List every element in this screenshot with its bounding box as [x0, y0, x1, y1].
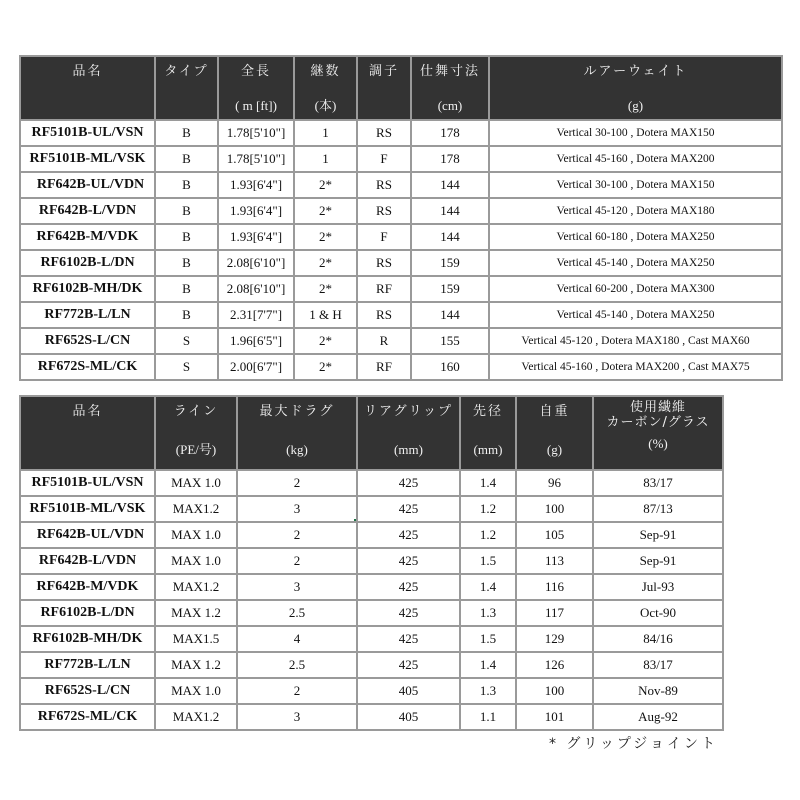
cell-lure[interactable]: Vertical 45-120 , Dotera MAX180 , Cast MAX60	[489, 328, 782, 354]
cell-tip[interactable]: 1.5	[460, 548, 516, 574]
cell-tip[interactable]: 1.1	[460, 704, 516, 730]
cell-model[interactable]: RF5101B-ML/VSK	[20, 146, 155, 172]
cell-tip[interactable]: 1.2	[460, 522, 516, 548]
cell-action[interactable]: RS	[357, 198, 411, 224]
cell-model[interactable]: RF6102B-L/DN	[20, 250, 155, 276]
header-label: 品名	[72, 404, 103, 419]
cell-weight[interactable]: 105	[516, 522, 593, 548]
cell-closed[interactable]: 144	[411, 224, 489, 250]
table2-header-row	[20, 396, 723, 470]
cell-grip[interactable]: 425	[357, 548, 460, 574]
header-unit: (PE/号)	[175, 442, 217, 457]
header-unit: (g)	[546, 442, 563, 457]
cell-fiber[interactable]: Jul-93	[593, 574, 723, 600]
cell-weight[interactable]: 117	[516, 600, 593, 626]
cell-grip[interactable]: 425	[357, 496, 460, 522]
cell-tip[interactable]: 1.4	[460, 652, 516, 678]
cell-length[interactable]: 2.08[6'10"]	[218, 250, 294, 276]
table-row	[20, 120, 782, 146]
cell-line[interactable]: MAX1.2	[155, 704, 237, 730]
cell-weight[interactable]: 100	[516, 496, 593, 522]
header-unit	[358, 90, 410, 98]
table-row	[20, 198, 782, 224]
header-pieces	[294, 56, 357, 120]
header-tip-diameter	[460, 396, 516, 470]
cell-action[interactable]: RS	[357, 302, 411, 328]
cell-length[interactable]: 2.08[6'10"]	[218, 276, 294, 302]
cell-model[interactable]: RF772B-L/LN	[20, 302, 155, 328]
table-row	[20, 678, 723, 704]
table-row	[20, 250, 782, 276]
cell-drag[interactable]: 4	[237, 626, 357, 652]
cell-lure[interactable]: Vertical 60-180 , Dotera MAX250	[489, 224, 782, 250]
cell-drag[interactable]: 2	[237, 470, 357, 496]
cell-grip[interactable]: 425	[357, 626, 460, 652]
cell-drag[interactable]: 3	[237, 574, 357, 600]
table-row	[20, 224, 782, 250]
table-row	[20, 704, 723, 730]
cell-pieces[interactable]: 2*	[294, 250, 357, 276]
cell-length[interactable]: 1.93[6'4"]	[218, 198, 294, 224]
header-type	[155, 56, 218, 120]
cell-model[interactable]: RF642B-UL/VDN	[20, 522, 155, 548]
header-length	[218, 56, 294, 120]
cell-closed[interactable]: 159	[411, 276, 489, 302]
cell-lure[interactable]: Vertical 45-160 , Dotera MAX200	[489, 146, 782, 172]
header-label: 自重	[539, 404, 570, 419]
cell-pieces[interactable]: 1 & H	[294, 302, 357, 328]
cell-length[interactable]: 2.00[6'7"]	[218, 354, 294, 380]
cell-pieces[interactable]: 1	[294, 120, 357, 146]
cell-action[interactable]: RS	[357, 172, 411, 198]
cell-line[interactable]: MAX 1.0	[155, 678, 237, 704]
cell-length[interactable]: 1.78[5'10"]	[218, 146, 294, 172]
header-line	[155, 396, 237, 470]
cell-action[interactable]: RS	[357, 120, 411, 146]
header-action	[357, 56, 411, 120]
header-label: 品名	[72, 64, 103, 79]
header-unit: (mm)	[394, 442, 423, 457]
header-rear-grip	[357, 396, 460, 470]
cell-action[interactable]: RF	[357, 354, 411, 380]
cell-grip[interactable]: 405	[357, 704, 460, 730]
header-lure-weight	[489, 56, 782, 120]
header-unit: ( m [ft])	[235, 98, 277, 113]
cell-weight[interactable]: 129	[516, 626, 593, 652]
cell-length[interactable]: 1.93[6'4"]	[218, 224, 294, 250]
cell-lure[interactable]: Vertical 30-100 , Dotera MAX150	[489, 172, 782, 198]
cell-model[interactable]: RF652S-L/CN	[20, 328, 155, 354]
cell-line[interactable]: MAX 1.0	[155, 548, 237, 574]
header-unit: (g)	[627, 98, 644, 113]
cell-type[interactable]: B	[155, 120, 218, 146]
table-row	[20, 548, 723, 574]
cell-model[interactable]: RF642B-L/VDN	[20, 198, 155, 224]
cell-model[interactable]: RF5101B-UL/VSN	[20, 470, 155, 496]
header-label-line2: カーボン/グラス	[606, 415, 710, 430]
cell-fiber[interactable]: 83/17	[593, 470, 723, 496]
cell-grip[interactable]: 425	[357, 574, 460, 600]
cell-lure[interactable]: Vertical 60-200 , Dotera MAX300	[489, 276, 782, 302]
cell-fiber[interactable]: 87/13	[593, 496, 723, 522]
table-row	[20, 276, 782, 302]
cell-tip[interactable]: 1.4	[460, 470, 516, 496]
header-label: 先径	[472, 404, 503, 419]
cell-fiber[interactable]: Aug-92	[593, 704, 723, 730]
header-unit	[21, 430, 154, 442]
cell-model[interactable]: RF6102B-L/DN	[20, 600, 155, 626]
cell-pieces[interactable]: 2*	[294, 198, 357, 224]
cell-fiber[interactable]: Oct-90	[593, 600, 723, 626]
header-label	[594, 397, 722, 430]
cell-pieces[interactable]: 2*	[294, 328, 357, 354]
header-label: ライン	[173, 404, 219, 419]
header-label-line1: 使用繊維	[629, 400, 686, 415]
header-unit: (本)	[314, 98, 337, 113]
header-closed-length	[411, 56, 489, 120]
table-row	[20, 172, 782, 198]
header-label: 仕舞寸法	[419, 64, 480, 79]
cell-fiber[interactable]: Sep-91	[593, 548, 723, 574]
cell-type[interactable]: B	[155, 224, 218, 250]
cell-type[interactable]: B	[155, 302, 218, 328]
cell-grip[interactable]: 425	[357, 522, 460, 548]
header-label: 全長	[240, 64, 271, 79]
cell-closed[interactable]: 178	[411, 146, 489, 172]
table-row	[20, 496, 723, 522]
table-row	[20, 146, 782, 172]
cell-weight[interactable]: 116	[516, 574, 593, 600]
cell-model[interactable]: RF642B-L/VDN	[20, 548, 155, 574]
header-label: 調子	[368, 64, 399, 79]
cell-model[interactable]: RF6102B-MH/DK	[20, 276, 155, 302]
cell-model[interactable]: RF642B-UL/VDN	[20, 172, 155, 198]
cell-type[interactable]: B	[155, 250, 218, 276]
table1-body	[20, 120, 782, 380]
cell-tip[interactable]: 1.5	[460, 626, 516, 652]
header-unit: (%)	[648, 436, 668, 451]
cell-line[interactable]: MAX1.2	[155, 496, 237, 522]
cell-line[interactable]: MAX1.2	[155, 574, 237, 600]
cell-closed[interactable]: 144	[411, 198, 489, 224]
table-row	[20, 600, 723, 626]
cell-fiber[interactable]: Nov-89	[593, 678, 723, 704]
cell-pieces[interactable]: 2*	[294, 172, 357, 198]
cell-lure[interactable]: Vertical 45-140 , Dotera MAX250	[489, 250, 782, 276]
cell-weight[interactable]: 100	[516, 678, 593, 704]
cell-grip[interactable]: 425	[357, 470, 460, 496]
cell-line[interactable]: MAX 1.2	[155, 652, 237, 678]
cell-lure[interactable]: Vertical 45-140 , Dotera MAX250	[489, 302, 782, 328]
cell-model[interactable]: RF672S-ML/CK	[20, 354, 155, 380]
cell-drag[interactable]: 2	[237, 548, 357, 574]
cell-weight[interactable]: 101	[516, 704, 593, 730]
table-row	[20, 302, 782, 328]
cell-grip[interactable]: 425	[357, 600, 460, 626]
cell-line[interactable]: MAX1.5	[155, 626, 237, 652]
header-label: 最大ドラグ	[259, 404, 335, 419]
table1-header-row	[20, 56, 782, 120]
cell-model[interactable]: RF642B-M/VDK	[20, 574, 155, 600]
cell-action[interactable]: F	[357, 146, 411, 172]
cell-type[interactable]: S	[155, 354, 218, 380]
cell-tip[interactable]: 1.3	[460, 678, 516, 704]
cell-lure[interactable]: Vertical 45-120 , Dotera MAX180	[489, 198, 782, 224]
cell-tip[interactable]: 1.3	[460, 600, 516, 626]
cell-weight[interactable]: 96	[516, 470, 593, 496]
cell-closed[interactable]: 144	[411, 302, 489, 328]
cell-line[interactable]: MAX 1.0	[155, 470, 237, 496]
cell-length[interactable]: 1.78[5'10"]	[218, 120, 294, 146]
cell-closed[interactable]: 144	[411, 172, 489, 198]
cell-model[interactable]: RF5101B-UL/VSN	[20, 120, 155, 146]
cell-pieces[interactable]: 1	[294, 146, 357, 172]
table-row	[20, 354, 782, 380]
cell-action[interactable]: RF	[357, 276, 411, 302]
header-model	[20, 396, 155, 470]
cell-drag[interactable]: 3	[237, 704, 357, 730]
cell-drag[interactable]: 2.5	[237, 600, 357, 626]
cell-model[interactable]: RF5101B-ML/VSK	[20, 496, 155, 522]
header-unit: (kg)	[286, 442, 308, 457]
cell-closed[interactable]: 178	[411, 120, 489, 146]
cell-length[interactable]: 2.31[7'7"]	[218, 302, 294, 328]
cell-tip[interactable]: 1.2	[460, 496, 516, 522]
cell-drag[interactable]: 2.5	[237, 652, 357, 678]
cell-type[interactable]: S	[155, 328, 218, 354]
cell-drag[interactable]: 2	[237, 678, 357, 704]
cell-action[interactable]: RS	[357, 250, 411, 276]
cell-weight[interactable]: 126	[516, 652, 593, 678]
fill-handle[interactable]	[354, 519, 357, 522]
cell-closed[interactable]: 159	[411, 250, 489, 276]
cell-length[interactable]: 1.96[6'5"]	[218, 328, 294, 354]
cell-pieces[interactable]: 2*	[294, 276, 357, 302]
header-label: 継数	[310, 64, 341, 79]
cell-model[interactable]: RF652S-L/CN	[20, 678, 155, 704]
table-row	[20, 574, 723, 600]
cell-grip[interactable]: 405	[357, 678, 460, 704]
table-row	[20, 328, 782, 354]
header-label: ルアーウェイト	[583, 64, 688, 79]
cell-model[interactable]: RF642B-M/VDK	[20, 224, 155, 250]
cell-length[interactable]: 1.93[6'4"]	[218, 172, 294, 198]
header-unit: (cm)	[437, 98, 463, 113]
header-self-weight	[516, 396, 593, 470]
cell-line[interactable]: MAX 1.0	[155, 522, 237, 548]
header-max-drag	[237, 396, 357, 470]
cell-line[interactable]: MAX 1.2	[155, 600, 237, 626]
header-unit	[156, 90, 217, 98]
cell-lure[interactable]: Vertical 45-160 , Dotera MAX200 , Cast MAX75	[489, 354, 782, 380]
cell-type[interactable]: B	[155, 172, 218, 198]
cell-pieces[interactable]: 2*	[294, 354, 357, 380]
cell-tip[interactable]: 1.4	[460, 574, 516, 600]
spec-table-1	[19, 55, 783, 381]
cell-closed[interactable]: 160	[411, 354, 489, 380]
cell-selection-border	[237, 496, 357, 522]
cell-weight[interactable]: 113	[516, 548, 593, 574]
cell-type[interactable]: B	[155, 276, 218, 302]
cell-type[interactable]: B	[155, 146, 218, 172]
cell-lure[interactable]: Vertical 30-100 , Dotera MAX150	[489, 120, 782, 146]
cell-drag[interactable]: 3	[237, 496, 357, 522]
cell-pieces[interactable]: 2*	[294, 224, 357, 250]
header-unit	[21, 90, 154, 98]
cell-closed[interactable]: 155	[411, 328, 489, 354]
header-model	[20, 56, 155, 120]
header-label: リアグリップ	[363, 404, 454, 419]
cell-fiber[interactable]: 83/17	[593, 652, 723, 678]
cell-action[interactable]: R	[357, 328, 411, 354]
cell-type[interactable]: B	[155, 198, 218, 224]
header-unit: (mm)	[473, 442, 503, 457]
table2-body	[20, 470, 723, 730]
footnote-grip-joint: * グリップジョイント	[548, 736, 718, 752]
table-row	[20, 522, 723, 548]
spec-table-2	[19, 395, 724, 731]
cell-action[interactable]: F	[357, 224, 411, 250]
cell-model[interactable]: RF672S-ML/CK	[20, 704, 155, 730]
header-fiber	[593, 396, 723, 470]
table-row	[20, 652, 723, 678]
cell-model[interactable]: RF772B-L/LN	[20, 652, 155, 678]
cell-model[interactable]: RF6102B-MH/DK	[20, 626, 155, 652]
cell-fiber[interactable]: 84/16	[593, 626, 723, 652]
cell-fiber[interactable]: Sep-91	[593, 522, 723, 548]
cell-drag[interactable]: 2	[237, 522, 357, 548]
table-row	[20, 470, 723, 496]
table-row	[20, 626, 723, 652]
cell-grip[interactable]: 425	[357, 652, 460, 678]
header-label: タイプ	[164, 64, 209, 79]
